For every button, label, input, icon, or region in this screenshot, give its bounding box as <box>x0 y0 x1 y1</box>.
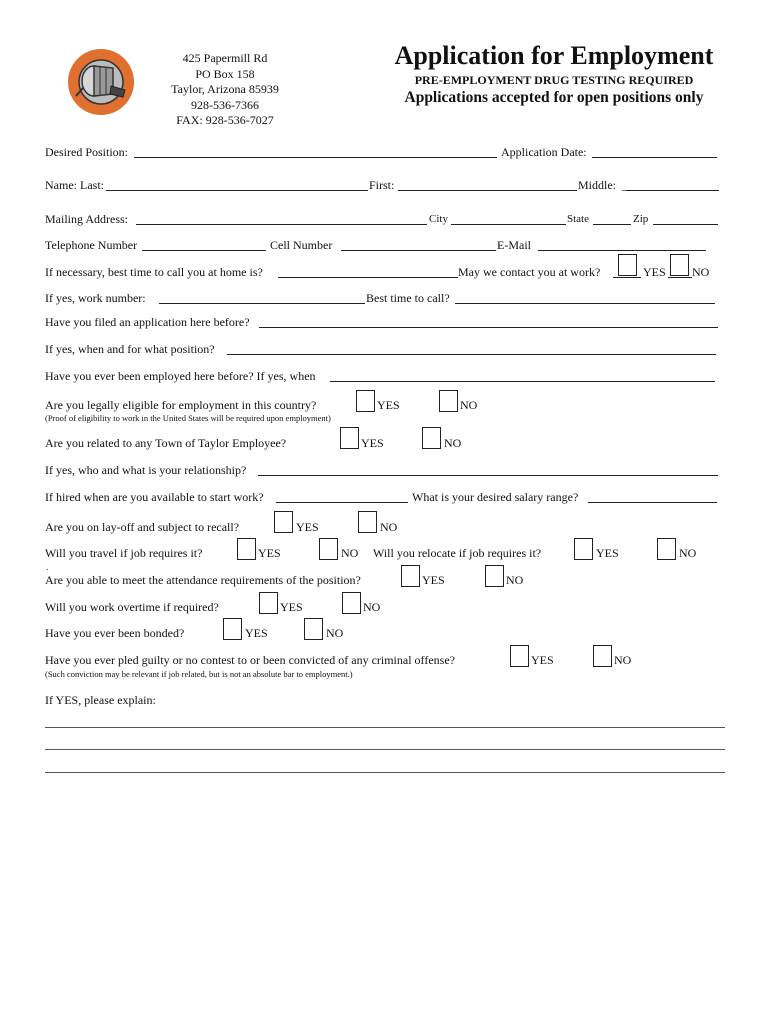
relocate-no-checkbox[interactable] <box>657 538 676 560</box>
address-line: PO Box 158 <box>195 66 255 81</box>
form-subtitle: PRE-EMPLOYMENT DRUG TESTING REQUIRED <box>414 73 694 87</box>
travel-no-label: NO <box>341 546 359 560</box>
relocate-yes-label: YES <box>596 546 619 560</box>
first-name-field[interactable] <box>398 190 577 191</box>
salary-range-label: What is your desired salary range? <box>412 490 579 504</box>
telephone-label: Telephone Number <box>45 238 138 252</box>
overtime-label: Will you work overtime if required? <box>45 600 219 614</box>
desired-position-field[interactable] <box>134 157 497 158</box>
salary-range-field[interactable] <box>588 502 717 503</box>
attendance-yes-checkbox[interactable] <box>401 565 420 587</box>
relocate-label: Will you relocate if job requires it? <box>373 546 542 560</box>
criminal-note: (Such conviction may be relevant if job related, but is not an absolute bar to employment.) <box>45 669 353 679</box>
criminal-no-checkbox[interactable] <box>593 645 612 667</box>
best-time-home-field[interactable] <box>278 277 458 278</box>
city-field[interactable] <box>451 224 566 225</box>
best-time-call-field[interactable] <box>455 303 715 304</box>
employed-before-label: Have you ever been employed here before? If yes, when <box>45 369 316 383</box>
bonded-no-label: NO <box>326 626 344 640</box>
explain-line-1[interactable] <box>45 727 725 728</box>
eligible-yes-checkbox[interactable] <box>356 390 375 412</box>
related-employee-label: Are you related to any Town of Taylor Employee? <box>45 436 287 450</box>
contact-work-label: May we contact you at work? <box>458 265 601 279</box>
zip-field[interactable] <box>653 224 718 225</box>
contact-work-yes-line <box>613 277 641 278</box>
state-field[interactable] <box>593 224 631 225</box>
relationship-field[interactable] <box>258 475 718 476</box>
mailing-address-label: Mailing Address: <box>45 212 128 226</box>
travel-yes-label: YES <box>258 546 281 560</box>
address-line: Taylor, Arizona 85939 <box>171 82 279 96</box>
criminal-yes-checkbox[interactable] <box>510 645 529 667</box>
start-available-field[interactable] <box>276 502 408 503</box>
form-title: Application for Employment <box>394 41 714 70</box>
eligible-no-label: NO <box>460 398 478 412</box>
bonded-no-checkbox[interactable] <box>304 618 323 640</box>
relocate-yes-checkbox[interactable] <box>574 538 593 560</box>
travel-label: Will you travel if job requires it? <box>45 546 203 560</box>
telephone-field[interactable] <box>142 250 266 251</box>
attendance-label: Are you able to meet the attendance requirements of the position? <box>45 573 361 587</box>
last-name-label: Name: Last: <box>45 178 104 192</box>
stray-dot: . <box>46 562 49 572</box>
when-position-label: If yes, when and for what position? <box>45 342 215 356</box>
contact-work-no-checkbox[interactable] <box>670 254 689 276</box>
first-name-label: First: <box>369 178 395 192</box>
related-yes-label: YES <box>361 436 384 450</box>
contact-work-no-label: NO <box>692 265 710 279</box>
desired-position-label: Desired Position: <box>45 145 128 159</box>
related-no-label: NO <box>444 436 462 450</box>
middle-name-prefix: _ <box>622 178 628 192</box>
when-position-field[interactable] <box>227 354 716 355</box>
cell-field[interactable] <box>341 250 496 251</box>
related-yes-checkbox[interactable] <box>340 427 359 449</box>
criminal-no-label: NO <box>614 653 632 667</box>
town-logo <box>67 48 135 116</box>
city-label: City <box>429 213 448 225</box>
related-no-checkbox[interactable] <box>422 427 441 449</box>
overtime-yes-checkbox[interactable] <box>259 592 278 614</box>
middle-name-field[interactable] <box>626 190 719 191</box>
zip-label: Zip <box>633 213 649 225</box>
criminal-yes-label: YES <box>531 653 554 667</box>
company-address <box>150 51 300 129</box>
last-name-field[interactable] <box>106 190 368 191</box>
filed-before-label: Have you filed an application here before? <box>45 315 250 329</box>
work-number-label: If yes, work number: <box>45 291 146 305</box>
attendance-no-label: NO <box>506 573 524 587</box>
layoff-yes-checkbox[interactable] <box>274 511 293 533</box>
layoff-no-checkbox[interactable] <box>358 511 377 533</box>
relocate-no-label: NO <box>679 546 697 560</box>
bonded-yes-label: YES <box>245 626 268 640</box>
travel-no-checkbox[interactable] <box>319 538 338 560</box>
legally-eligible-label: Are you legally eligible for employment in this country? <box>45 398 317 412</box>
work-number-field[interactable] <box>159 303 365 304</box>
form-note: Applications accepted for open positions only <box>404 89 704 106</box>
contact-work-yes-checkbox[interactable] <box>618 254 637 276</box>
filed-before-field[interactable] <box>259 327 718 328</box>
middle-name-label: Middle: <box>578 178 616 192</box>
travel-yes-checkbox[interactable] <box>237 538 256 560</box>
email-label: E-Mail <box>497 238 531 252</box>
layoff-yes-label: YES <box>296 520 319 534</box>
email-field[interactable] <box>538 250 706 251</box>
attendance-yes-label: YES <box>422 573 445 587</box>
best-time-call-label: Best time to call? <box>366 291 450 305</box>
application-date-label: Application Date: <box>501 145 587 159</box>
overtime-yes-label: YES <box>280 600 303 614</box>
cell-label: Cell Number <box>270 238 333 252</box>
criminal-label: Have you ever pled guilty or no contest to or been convicted of any criminal offense? <box>45 653 455 667</box>
bonded-label: Have you ever been bonded? <box>45 626 185 640</box>
eligible-no-checkbox[interactable] <box>439 390 458 412</box>
address-line: 928-536-7366 <box>191 97 259 112</box>
attendance-no-checkbox[interactable] <box>485 565 504 587</box>
overtime-no-checkbox[interactable] <box>342 592 361 614</box>
explain-label: If YES, please explain: <box>45 693 156 707</box>
eligibility-note: (Proof of eligibility to work in the United States will be required upon employment) <box>45 413 331 423</box>
contact-work-no-line <box>668 277 692 278</box>
start-available-label: If hired when are you available to start work? <box>45 490 264 504</box>
explain-line-3[interactable] <box>45 772 725 773</box>
layoff-label: Are you on lay-off and subject to recall? <box>45 520 240 534</box>
contact-work-yes-label: YES <box>643 265 666 279</box>
address-line: FAX: 928-536-7027 <box>176 113 274 127</box>
application-date-field[interactable] <box>592 157 717 158</box>
overtime-no-label: NO <box>363 600 381 614</box>
address-line: 425 Papermill Rd <box>182 51 268 65</box>
relationship-label: If yes, who and what is your relationship? <box>45 463 247 477</box>
bonded-yes-checkbox[interactable] <box>223 618 242 640</box>
eligible-yes-label: YES <box>377 398 400 412</box>
explain-line-2[interactable] <box>45 749 725 750</box>
employed-before-field[interactable] <box>330 381 715 382</box>
best-time-home-label: If necessary, best time to call you at home is? <box>45 265 263 279</box>
layoff-no-label: NO <box>380 520 398 534</box>
state-label: State <box>567 213 589 225</box>
mailing-address-field[interactable] <box>136 224 427 225</box>
